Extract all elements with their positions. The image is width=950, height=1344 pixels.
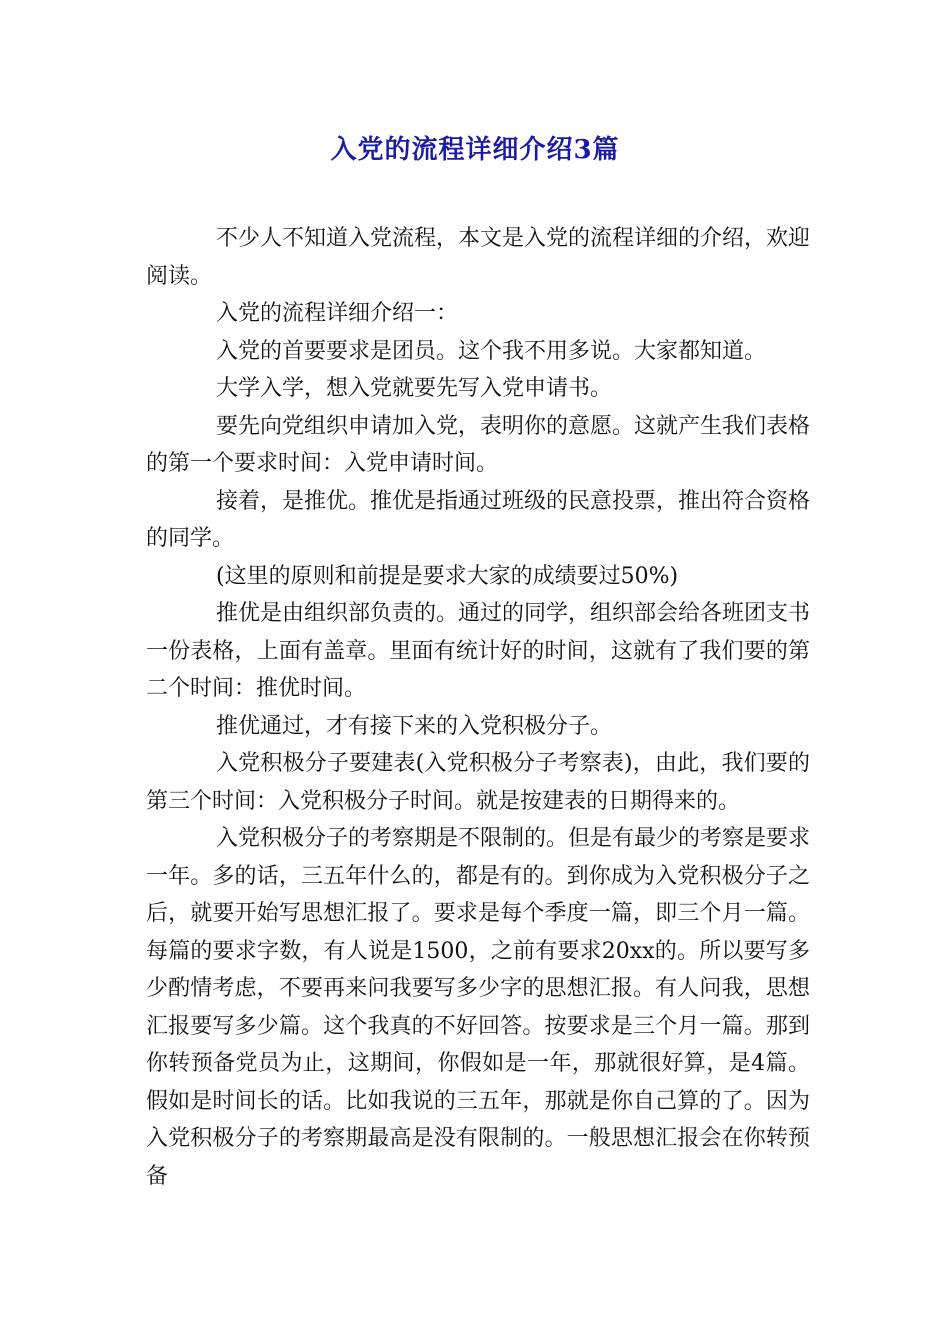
paragraph: 大学入学，想入党就要先写入党申请书。	[216, 376, 613, 401]
paragraph: 入党积极分子要建表(入党积极分子考察表)，由此，我们要的第三个时间：入党积极分子时间。就是按建表的日期得来的。	[146, 751, 810, 814]
paragraph: 接着，是推优。推优是指通过班级的民意投票，推出符合资格的同学。	[146, 488, 811, 551]
paragraph: 入党的首要要求是团员。这个我不用多说。大家都知道。	[216, 338, 767, 364]
paragraph: (这里的原则和前提是要求大家的成绩要过50%)	[216, 563, 679, 589]
paragraph: 推优通过，才有接下来的入党积极分子。	[216, 713, 613, 739]
paragraph: 不少人不知道入党流程，本文是入党的流程详细的介绍，欢迎阅读。	[146, 226, 811, 289]
paragraph: 推优是由组织部负责的。通过的同学，组织部会给各班团支书一份表格，上面有盖章。里面有统计好的时间，这就有了我们要的第二个时间：推优时间。	[146, 601, 811, 701]
document-body	[146, 220, 810, 1195]
paragraph: 要先向党组织申请加入党，表明你的意愿。这就产生我们表格的第一个要求时间：入党申请时间。	[146, 413, 811, 476]
paragraph: 入党积极分子的考察期是不限制的。但是有最少的考察是要求一年。多的话，三五年什么的，都是有的。到你成为入党积极分子之后，就要开始写思想汇报了。要求是每个季度一篇，即三个月一篇。每篇的要求字数，有人说是1500，之前有要求20xx的。所以要写多少酌情考虑，不要再来问我要写多少字的思想汇报。有人问我，思想汇报要写多少篇。这个我真的不好回答。按要求是三个月一篇。那到你转预备党员为止，这期间，你假如是一年，那就很好算，是4篇。假如是时间长的话。比如我说的三五年，那就是你自己算的了。因为入党积极分子的考察期最高是没有限制的。一般思想汇报会在你转预备	[146, 826, 811, 1189]
document-title: 入党的流程详细介绍3篇	[330, 135, 620, 165]
paragraph: 入党的流程详细介绍一：	[216, 301, 459, 326]
